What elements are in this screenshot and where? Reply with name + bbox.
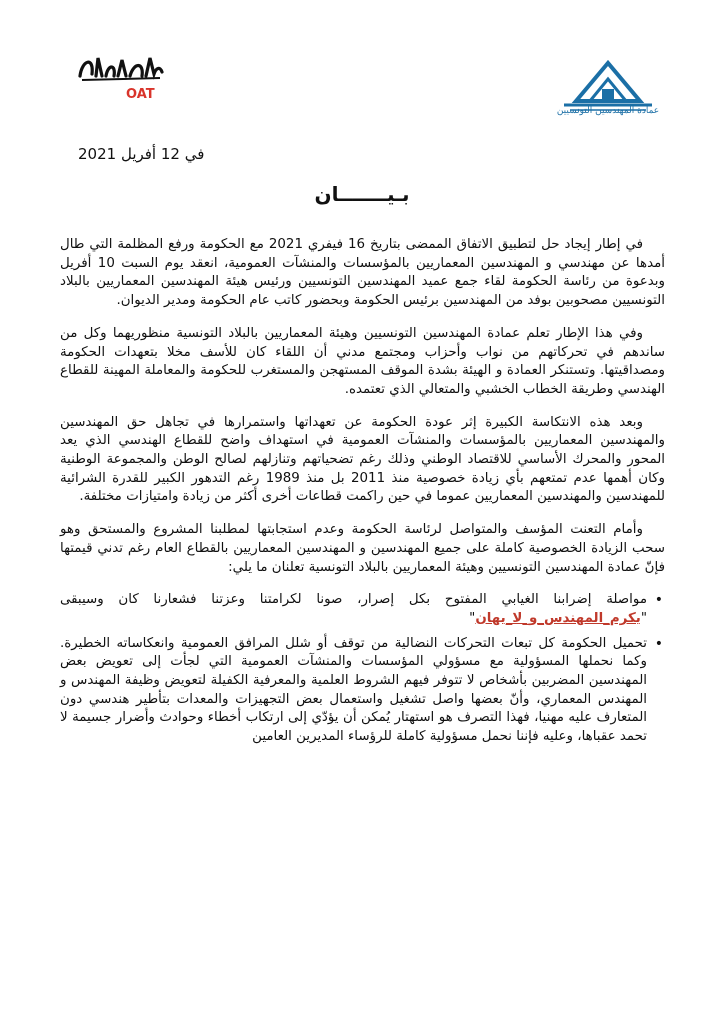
paragraph-4: وأمام التعنت المؤسف والمتواصل لرئاسة الحكومة وعدم استجابتها لمطلبنا المشروع والمستحق وهو سحب الزيادة الخصوصية كاملة على جميع المهندسين و المهندسين المعماريين بالقطاع العام رغم تدني قيمتها فإنّ عمادة المهندسين التونسيين وهيئة المعماريين بالبلاد التونسية تعلنان ما يلي:	[60, 522, 665, 575]
paragraph-2: وفي هذا الإطار تعلم عمادة المهندسين التونسيين وهيئة المعماريين بالبلاد التونسية منظوريهما وكل من ساندهم في تحركاتهم من نواب وأحزاب ومجتمع مدني أن اللقاء كان للأسف مخلا بتعهدات الحكومة ومصداقيتها. وتستنكر العمادة و الهيئة بشدة الموقف المستهجن والمستغرب للحكومة والمعاملة المهينة للقطاع الهندسي وطريقة الخطاب الخشبي والمتعالي الذي تعتمده.	[60, 325, 665, 397]
demands-list	[60, 591, 665, 747]
engineers-order-caption: عمادة المهندسين التونسيين	[556, 106, 660, 116]
list-item	[60, 635, 647, 747]
paragraph-1: في إطار إيجاد حل لتطبيق الاتفاق الممضى بتاريخ 16 فيفري 2021 مع الحكومة ورفع المظلمة التي طال أمدها عن مهندسي و المهندسين المعماريين بالمؤسسات والمنشآت العمومية، انعقد يوم السبت 10 أفريل وبدعوة من رئاسة الحكومة لقاء جمع عميد المهندسين التونسيين ورئيس هيئة المهندسين المعماريين بالبلاد التونسيين مصحوبين بوفد من المهندسين برئيس الحكومة وبحضور كاتب عام الحكومة ومدير الديوان.	[60, 237, 665, 309]
bullet-2-text: تحميل الحكومة كل تبعات التحركات النضالية من توقف أو شلل المرافق العمومية وانعكاساته الخطيرة. وكما نحملها المسؤولية مع مسؤولي المؤسسات والمنشآت العمومية التي لجأت إلى تعويض بعض المهندسين المضربين بأشخاص لا تتوفر فيهم الشروط العلمية والمعرفية الكفيلة لتعويض وظيفة المهندس و المهندس المعماري، وأنّ بعضها واصل تشغيل واستعمال بعض التجهيزات والمعدات بتأطير هندسي دون المتعارف عليه مهنيا، فهذا التصرف هو استهتار يُمكن أن يؤدّي إلى ارتكاب أخطاء وحوادث وأضرار جسيمة لا تحمد عقباها، وعليه فإننا نحمل مسؤولية كاملة للرؤساء المديرين العامين	[60, 635, 647, 745]
bullet-1-text: مواصلة إضرابنا الغيابي المفتوح بكل إصرار، صونا لكرامتنا وعزتنا فشعارنا كان وسيبقى "	[60, 592, 647, 626]
list-item	[60, 591, 647, 628]
document-title: بـيـــــــان	[314, 182, 410, 206]
architects-order-logo	[72, 46, 168, 104]
svg-text:OAT: OAT	[126, 87, 155, 102]
document-date: في 12 أفريل 2021	[78, 145, 205, 163]
statement-body	[60, 236, 665, 753]
bullet-1-end: "	[469, 610, 476, 626]
paragraph-3: وبعد هذه الانتكاسة الكبيرة إثر عودة الحكومة عن تعهداتها واستمرارها في تجاهل حق المهندسين والمهندسين المعماريين بالمؤسسات والمنشآت العمومية في استهداف واضح للقطاع الهندسي الذي يعد المحور والمحرك الأساسي للاقتصاد الوطني وذلك رغم تضحياتهم وتنازلهم لصالح الوطن والمجموعة الوطنية وكان أهمها عدم تمتعهم بأي زيادة خصوصية منذ 2011 بل منذ 1989 رغم التدهور الكبير للقدرة الشرائية للمهندسين والمهندسين المعماريين عموما في حين راكمت قطاعات أخرى أكثر من زيادة وامتيازات مختلفة.	[60, 414, 666, 505]
slogan-text: يكرم_المهندس_و_لا_يهان	[475, 610, 641, 626]
